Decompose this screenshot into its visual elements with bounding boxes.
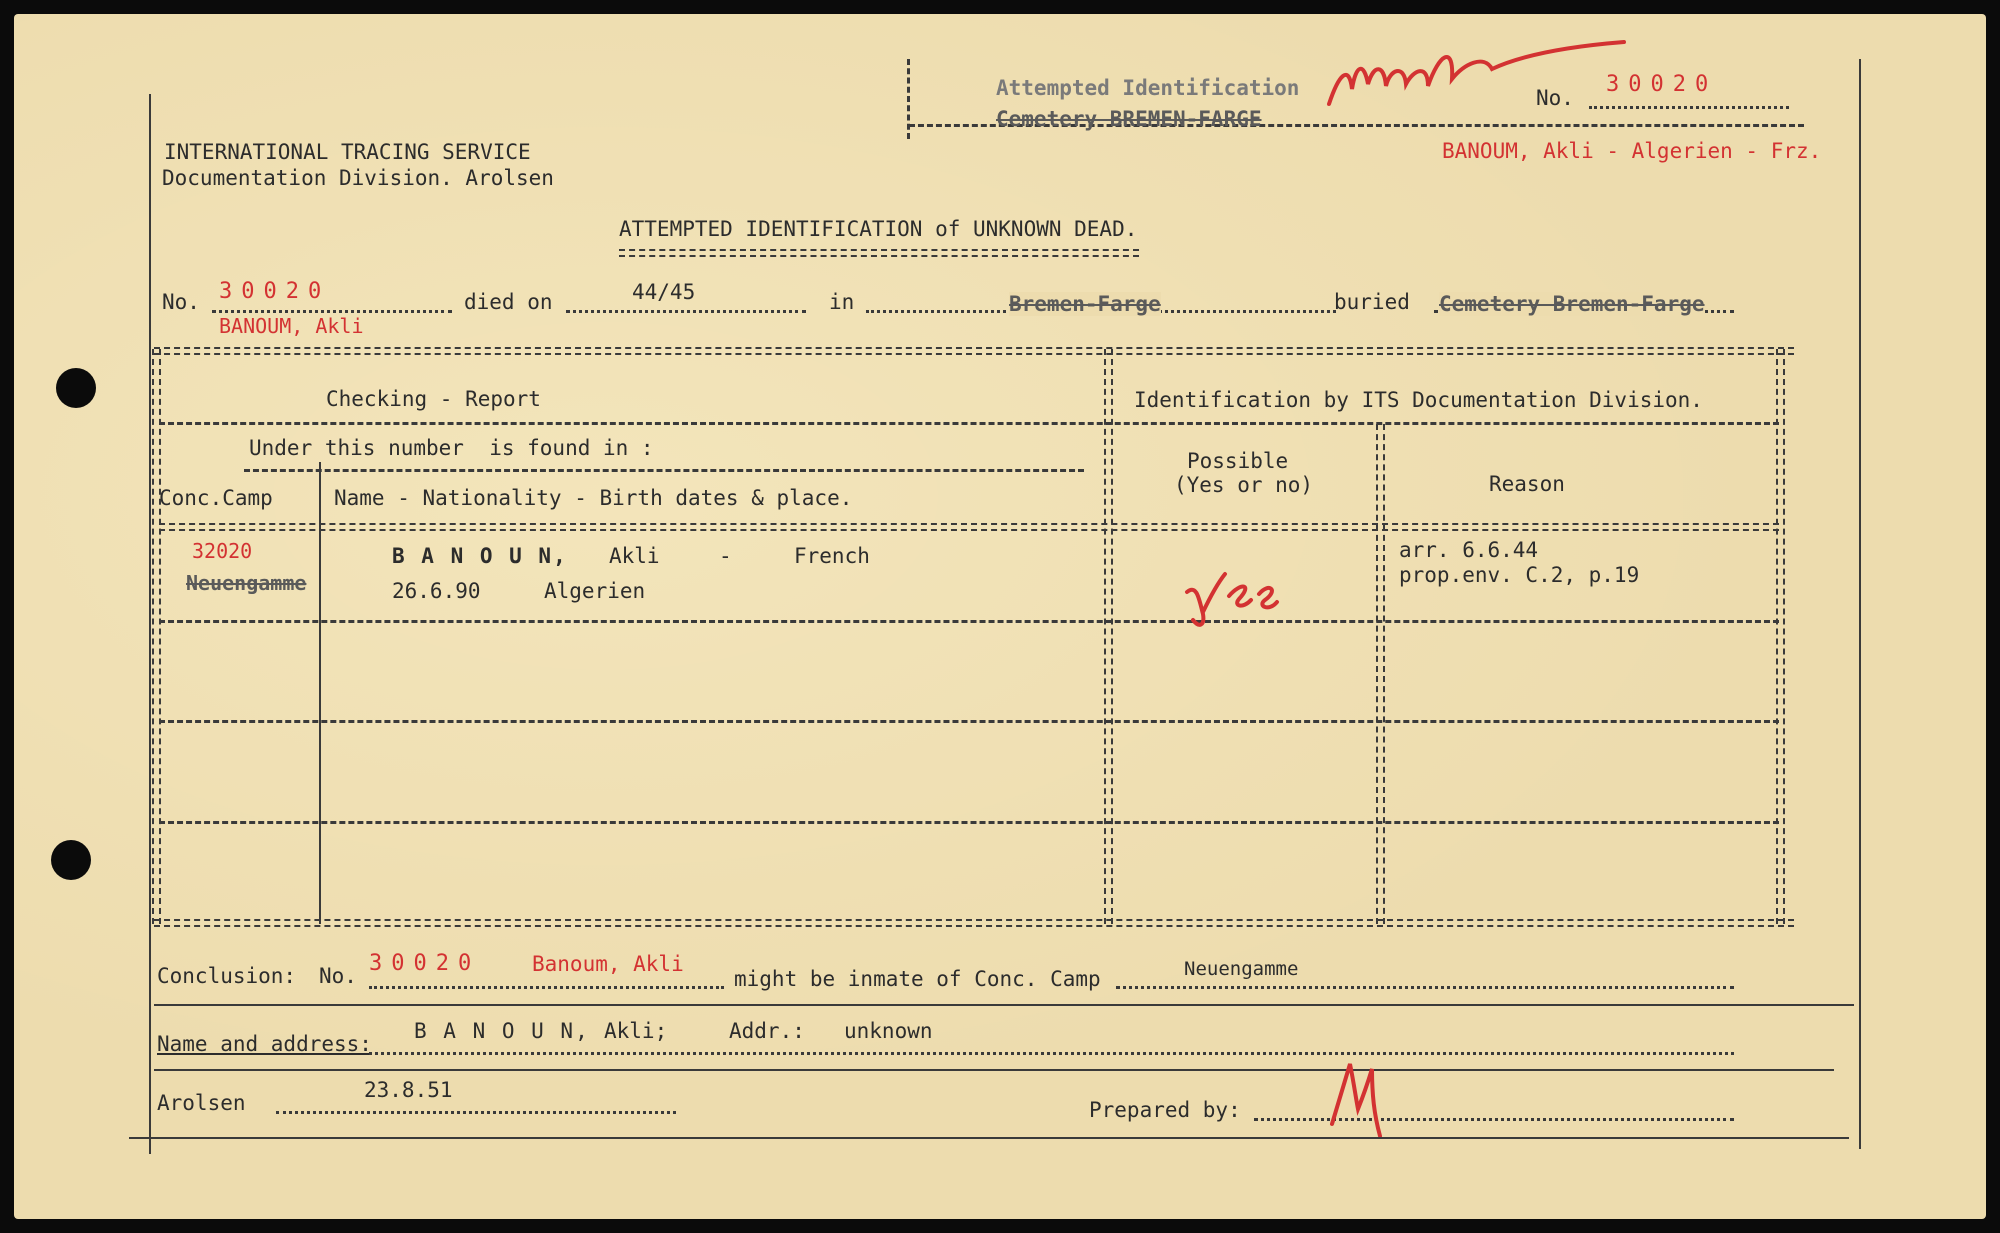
record-name-note: BANOUM, Akli [219,314,364,338]
record-no-value: 30020 [219,279,331,304]
name-address-addr-value: unknown [844,1019,933,1043]
row-dash: - [719,544,732,568]
checking-report-header: Checking - Report [326,387,541,411]
record-in-value: Bremen-Farge [1009,292,1161,316]
col-header-camp: Conc.Camp [159,486,273,510]
table-row2-rule [159,720,1779,723]
footer-prepared-label: Prepared by: [1089,1098,1241,1122]
table-top-border [154,347,1794,355]
col-header-name: Name - Nationality - Birth dates & place. [334,486,853,510]
row-camp-name: Neuengamme [186,571,307,595]
col-header-possible-2: (Yes or no) [1174,473,1314,497]
frame-left-line [149,94,151,1154]
header-box-left-edge [907,59,910,139]
record-in-label: in [829,290,855,314]
header-box-line2: Cemetery BREMEN-FARGE [996,107,1262,131]
frame-right-line [1859,59,1861,1149]
page-title: ATTEMPTED IDENTIFICATION of UNKNOWN DEAD. [619,217,1138,241]
name-address-dots [369,1052,1734,1055]
row-reason-2: prop.env. C.2, p.19 [1399,563,1640,587]
punch-hole-top [56,368,96,408]
table-camp-divider [319,462,321,924]
record-buried-label: buried [1334,290,1410,314]
table-right-border [1776,349,1785,924]
conclusion-name: Banoum, Akli [532,952,684,976]
conclusion-no-value: 30020 [369,951,481,976]
row-birth-place: Algerien [544,579,646,603]
issuer-line1: INTERNATIONAL TRACING SERVICE [164,140,531,164]
header-box-line1: Attempted Identification [996,76,1300,100]
name-address-rule [154,1069,1834,1071]
conclusion-label: Conclusion: [157,964,297,988]
index-card [14,14,1986,1219]
found-in-subheader: Under this number is found in : [249,436,654,460]
table-header-rule [159,422,1779,425]
record-buried-value: Cemetery Bremen-Farge [1439,292,1705,316]
name-address-first-name: Akli; [604,1019,668,1043]
row-name: B A N O U N, [392,544,568,568]
record-died-dots [566,310,806,313]
footer-date-dots [276,1111,676,1114]
conclusion-no-dots [369,986,724,989]
punch-hole-bottom [51,840,91,880]
row-possible-yes-handwritten [1169,554,1289,634]
conclusion-no-label: No. [319,964,357,988]
name-address-label: Name and address: [157,1032,372,1056]
col-header-reason: Reason [1489,472,1565,496]
conclusion-text: might be inmate of Conc. Camp [734,967,1101,991]
row-birth-date: 26.6.90 [392,579,481,603]
record-no-dots [212,310,452,313]
table-left-border [152,349,161,924]
header-no-value: 30020 [1606,72,1718,97]
conclusion-camp: Neuengamme [1184,958,1299,980]
record-died-label: died on [464,290,553,314]
col-header-possible-1: Possible [1187,449,1289,473]
table-bottom-border [154,919,1794,927]
table-subheader-rule [244,469,1084,472]
row-camp-number: 32020 [192,539,253,563]
conclusion-rule [154,1004,1854,1006]
table-row1-rule [159,620,1779,623]
header-no-label: No. [1536,86,1574,110]
title-underline [619,249,1139,257]
issuer-line2: Documentation Division. Arolsen [162,166,554,190]
row-reason-1: arr. 6.6.44 [1399,538,1539,562]
identification-header: Identification by ITS Documentation Division. [1134,388,1703,412]
header-no-dots [1589,106,1789,109]
conclusion-camp-dots [1116,986,1734,989]
name-address-name: B A N O U N, [414,1019,590,1043]
footer-date: 23.8.51 [364,1078,453,1102]
handwritten-made-note [1324,34,1654,114]
footer-place-label: Arolsen [157,1091,246,1115]
card-bottom-rule [129,1137,1849,1139]
row-first-name: Akli [609,544,660,568]
table-columns-rule [159,523,1779,531]
preparer-signature [1324,1054,1394,1144]
record-died-value: 44/45 [632,280,696,304]
subject-reference: BANOUM, Akli - Algerien - Frz. [1442,139,1822,163]
table-possible-divider [1376,424,1385,924]
record-no-label: No. [162,290,200,314]
table-row3-rule [159,821,1779,824]
name-address-addr-label: Addr.: [729,1019,805,1043]
row-nationality: French [794,544,870,568]
table-mid-divider [1104,349,1113,924]
